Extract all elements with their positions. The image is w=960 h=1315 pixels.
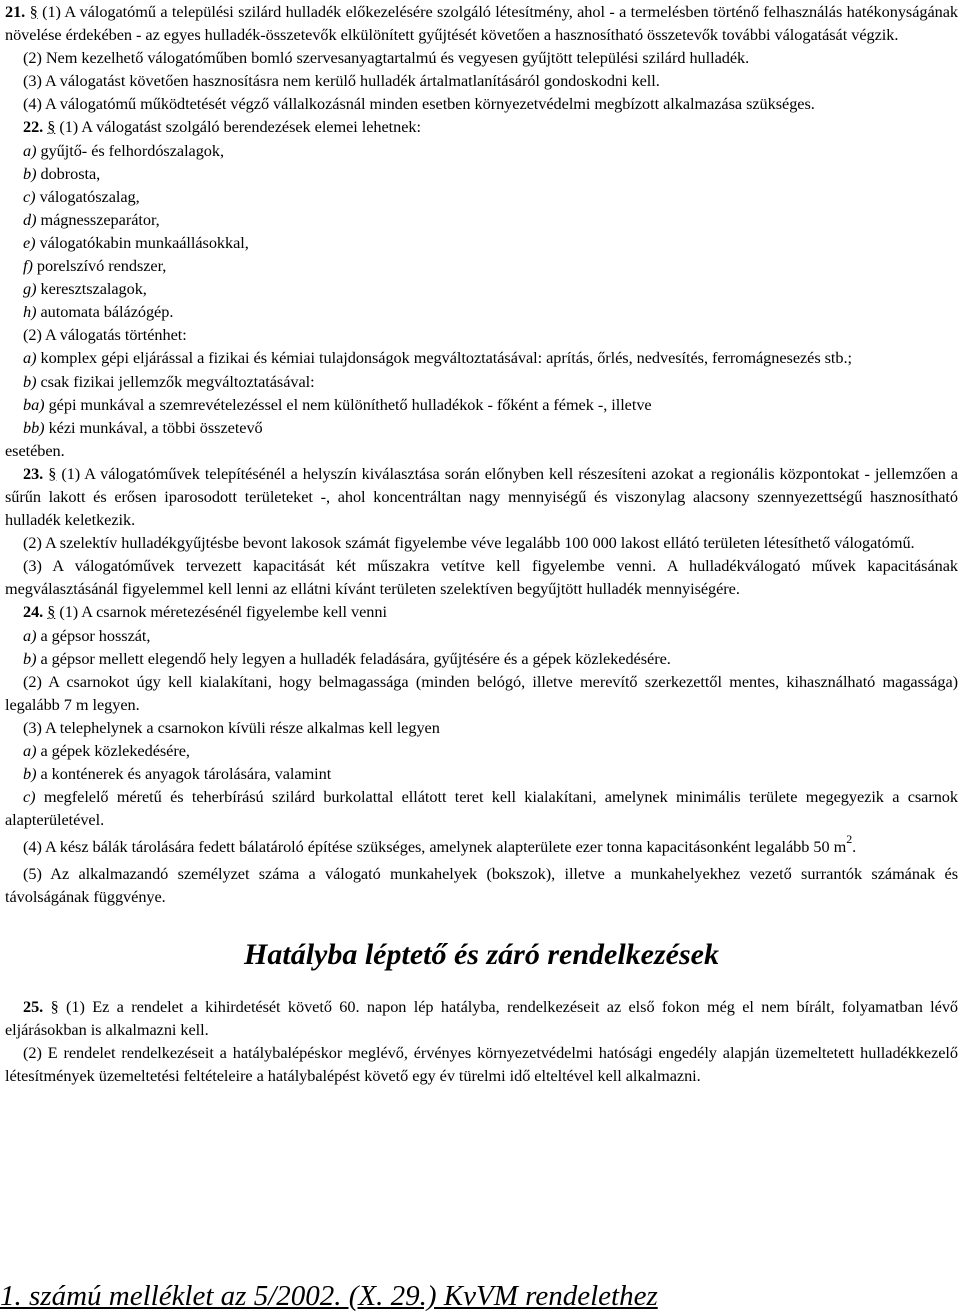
list-item-24-1a <box>5 624 958 647</box>
section-24-paragraph-1 <box>5 600 958 623</box>
section-number: 23. <box>23 463 44 483</box>
section-number: 21. <box>5 2 26 21</box>
item-text: keresztszalagok, <box>36 279 147 299</box>
item-text: a gépek közlekedésére, <box>36 741 190 760</box>
section-23-paragraph-2: (2) A szelektív hulladékgyűjtésbe bevont lakosok számát figyelembe véve legalább 100 000 lakost ellátó területen létesíthető válogatómű. <box>23 533 915 553</box>
section-21-paragraph-3: (3) A válogatást követően hasznosításra nem kerülő hulladék ártalmatlanításáról gondoskodni kell. <box>23 71 660 91</box>
section-24-paragraph-2: (2) A csarnokot úgy kell kialakítani, hogy belmagassága (minden belógó, illetve merevítő szerkezettől mentes, kihasználható magassága) legalább 7 m legyen. <box>5 671 958 714</box>
paragraph-text: (4) A kész bálák tárolására fedett bálatároló építése szükséges, amelynek alapterülete ezer tonna kapacitásonként legalább 50 m <box>23 837 847 857</box>
paragraph-text: (1) A válogatóművek telepítésénél a helyszín kiválasztása során előnyben kell részesíteni azokat a regionális központokat - jellemzően a sűrűn lakott és erősen iparosodott területeket -, ahol koncentráltan nagy mennyiségű és viszonylag alacsony szennyezettségű hasznosítható hulladék keletkezik. <box>5 463 958 530</box>
item-label: a) <box>23 140 37 160</box>
item-text: csak fizikai jellemzők megváltoztatásával: <box>36 371 315 391</box>
list-item-24-3c <box>5 785 958 831</box>
item-text: megfelelő méretű és teherbírású szilárd burkolattal ellátott teret kell kialakítani, amelynek minimális területe megegyezik a csarnok alapterületével. <box>5 787 958 830</box>
item-label: h) <box>23 302 37 322</box>
item-label: e) <box>23 232 36 252</box>
list-item-24-3a <box>5 739 958 762</box>
item-label: c) <box>23 186 36 206</box>
section-23-paragraph-3: (3) A válogatóművek tervezett kapacitását két műszakra vetítve kell figyelembe venni. A hulladékválogató művek kapacitásának megválasztásánál figyelemmel kell lenni az ellátni kívánt területen szelektíven begyűjtött hulladék mennyiségére. <box>5 556 958 599</box>
section-number: 25. <box>23 996 44 1016</box>
superscript: 2 <box>846 832 853 847</box>
item-label: b) <box>23 163 37 183</box>
section-number: 22. <box>23 117 44 137</box>
item-label: ba) <box>23 394 45 414</box>
item-text: dobrosta, <box>36 163 101 183</box>
section-sign: § <box>50 996 59 1016</box>
item-label: f) <box>23 256 33 276</box>
chapter-heading: Hatályba léptető és záró rendelkezések <box>244 937 719 971</box>
appendix-title: 1. számú melléklet az 5/2002. (X. 29.) KvVM rendelethez <box>0 1280 658 1312</box>
section-sign: § <box>29 2 38 21</box>
paragraph-text: (1) A válogatást szolgáló berendezések elemei lehetnek: <box>55 117 421 137</box>
item-text: a gépsor hosszát, <box>36 625 151 645</box>
paragraph-end: . <box>852 837 857 857</box>
section-25-paragraph-1 <box>5 995 958 1041</box>
list-item-2ba <box>5 393 958 416</box>
section-21-paragraph-2: (2) Nem kezelhető válogatóműben bomló szervesanyagtartalmú és vegyesen gyűjtött települési szilárd hulladék. <box>23 48 750 68</box>
item-text: porelszívó rendszer, <box>32 256 167 276</box>
item-text: gyűjtő- és felhordószalagok, <box>36 140 225 160</box>
paragraph-text: (1) Ez a rendelet a kihirdetését követő 60. napon lép hatályba, rendelkezéseit az első fokon még el nem bírált, folyamatban lévő eljárásokban is alkalmazni kell. <box>5 996 958 1039</box>
list-item-24-1b <box>5 647 958 670</box>
list-item <box>5 185 958 208</box>
item-text: a gépsor mellett elegendő hely legyen a hulladék feladására, gyűjtésére és a gépek közlekedésére. <box>36 648 671 668</box>
list-item <box>5 300 958 323</box>
section-sign: § <box>47 602 56 622</box>
item-label: a) <box>23 625 37 645</box>
item-label: b) <box>23 764 37 784</box>
list-item-2b <box>5 370 958 393</box>
section-22-paragraph-1 <box>5 115 958 138</box>
item-label: bb) <box>23 417 45 437</box>
item-label: b) <box>23 648 37 668</box>
item-text: a konténerek és anyagok tárolására, valamint <box>36 764 332 784</box>
section-23-paragraph-1 <box>5 462 958 531</box>
item-label: g) <box>23 279 37 299</box>
section-24-paragraph-4 <box>5 831 958 862</box>
list-item <box>5 231 958 254</box>
section-sign: § <box>47 117 56 137</box>
equipment-list <box>5 139 958 324</box>
section-24-paragraph-5: (5) Az alkalmazandó személyzet száma a válogató munkahelyek (bokszok), illetve a munkahelyekhez vezető surrantók számának és távolságának függvénye. <box>5 864 958 907</box>
list-item <box>5 277 958 300</box>
list-item <box>5 254 958 277</box>
list-item-2a <box>5 346 958 369</box>
section-sign: § <box>48 463 57 483</box>
list-ending: esetében. <box>5 440 65 460</box>
section-24-paragraph-3: (3) A telephelynek a csarnokon kívüli része alkalmas kell legyen <box>23 717 440 737</box>
item-text: válogatókabin munkaállásokkal, <box>35 232 249 252</box>
section-22-paragraph-2: (2) A válogatás történhet: <box>23 325 187 345</box>
item-text: mágnesszeparátor, <box>36 209 160 229</box>
item-text: kézi munkával, a többi összetevő <box>44 417 263 437</box>
item-text: komplex gépi eljárással a fizikai és kémiai tulajdonságok megváltoztatásával: aprítás, őrlés, nedvesítés, ferromágnesezés stb.; <box>36 348 852 368</box>
paragraph-text: (1) A válogatómű a települési szilárd hulladék előkezelésére szolgáló létesítmény, ahol - a termelésben történő felhasználás hatékonyságának növelése érdekében - az egyes hulladék-összetevők elkülönített gyűjtését követően a hasznosítható összetevők további válogatását végzik. <box>5 2 958 45</box>
section-21-paragraph-4: (4) A válogatómű működtetését végző vállalkozásnál minden esetben környezetvédelmi megbízott alkalmazása szükséges. <box>23 94 815 114</box>
list-item <box>5 139 958 162</box>
item-label: b) <box>23 371 37 391</box>
item-text: gépi munkával a szemrevételezéssel el nem különíthető hulladékok - főként a fémek -, illetve <box>44 394 652 414</box>
section-21-paragraph-1 <box>5 0 958 46</box>
section-25-paragraph-2: (2) E rendelet rendelkezéseit a hatálybalépéskor meglévő, érvényes környezetvédelmi hatósági engedély alapján üzemeltetett hulladékkezelő létesítmények üzemeltetési feltételeire a hatálybalépést követő egy év türelmi idő elteltével kell alkalmazni. <box>5 1042 958 1085</box>
document-page <box>5 0 958 1087</box>
paragraph-text: (1) A csarnok méretezésénél figyelembe kell venni <box>55 602 387 622</box>
list-item-24-3b <box>5 762 958 785</box>
item-label: d) <box>23 209 37 229</box>
list-item <box>5 162 958 185</box>
list-item-2bb <box>5 416 958 439</box>
item-label: a) <box>23 348 37 368</box>
item-text: automata bálázógép. <box>36 302 174 322</box>
item-label: a) <box>23 741 37 760</box>
list-item <box>5 208 958 231</box>
item-text: válogatószalag, <box>35 186 140 206</box>
item-label: c) <box>23 787 36 807</box>
section-number: 24. <box>23 602 44 622</box>
